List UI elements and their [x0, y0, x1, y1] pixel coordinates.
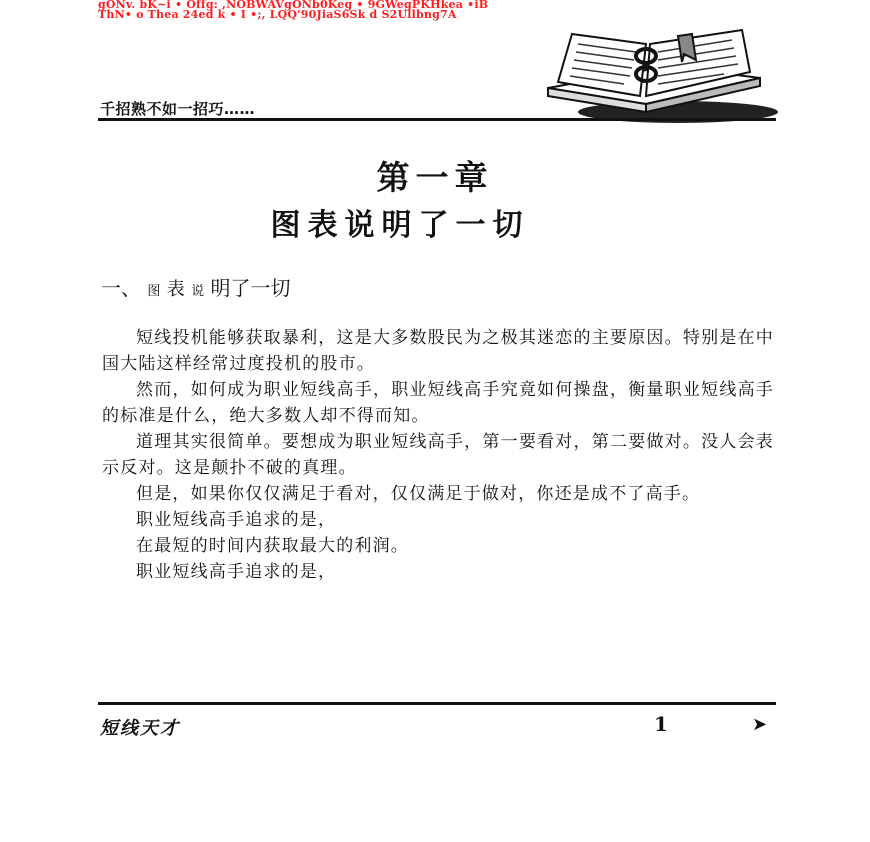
section-word: 说 — [191, 284, 205, 299]
chapter-number: 第一章 — [376, 158, 494, 197]
watermark-line: ThN• o Thea 24ed k • I •;, LQQ'90JiaS6Sk d S2Ullbng7A — [98, 8, 457, 21]
paragraph: 短线投机能够获取暴利，这是大多数股民为之极其迷恋的主要原因。特别是在中国大陆这样经常过度投机的股市。 — [102, 328, 774, 374]
section-heading — [101, 272, 290, 301]
paragraph: 在最短的时间内获取最大的利润。 — [136, 536, 409, 556]
paragraph: 然而，如何成为职业短线高手，职业短线高手究竟如何操盘，衡量职业短线高手的标准是什么，绝大多数人却不得而知。 — [102, 380, 774, 426]
header-rule — [98, 118, 776, 121]
section-prefix: 一、 — [101, 276, 141, 300]
page-number: 1 — [654, 712, 668, 736]
watermark-text — [98, 0, 778, 22]
section-word: 表 — [166, 279, 185, 300]
paragraph: 道理其实很简单。要想成为职业短线高手，第一要看对，第二要做对。没人会表示反对。这是颠扑不破的真理。 — [102, 432, 774, 478]
footer-rule — [98, 702, 776, 705]
chapter-title: 图表说明了一切 — [270, 208, 530, 243]
watermark-line: gONv. bK~i • Offg: ,NOBWAVgONb0Keg • 9GWegPKHkea •iB — [98, 0, 489, 11]
section-word: 图 — [147, 284, 161, 299]
section-word: 明了一切 — [210, 276, 291, 300]
header-slogan: 千招熟不如一招巧…… — [100, 100, 256, 118]
next-arrow-icon: ➤ — [752, 714, 768, 735]
paragraph: 但是，如果你仅仅满足于看对，仅仅满足于做对，你还是成不了高手。 — [136, 484, 701, 504]
open-book-icon — [528, 26, 778, 126]
body-text — [102, 325, 774, 585]
footer-book-title: 短线天才 — [100, 718, 180, 739]
paragraph: 职业短线高手追求的是， — [136, 510, 337, 530]
paragraph: 职业短线高手追求的是， — [136, 562, 337, 582]
